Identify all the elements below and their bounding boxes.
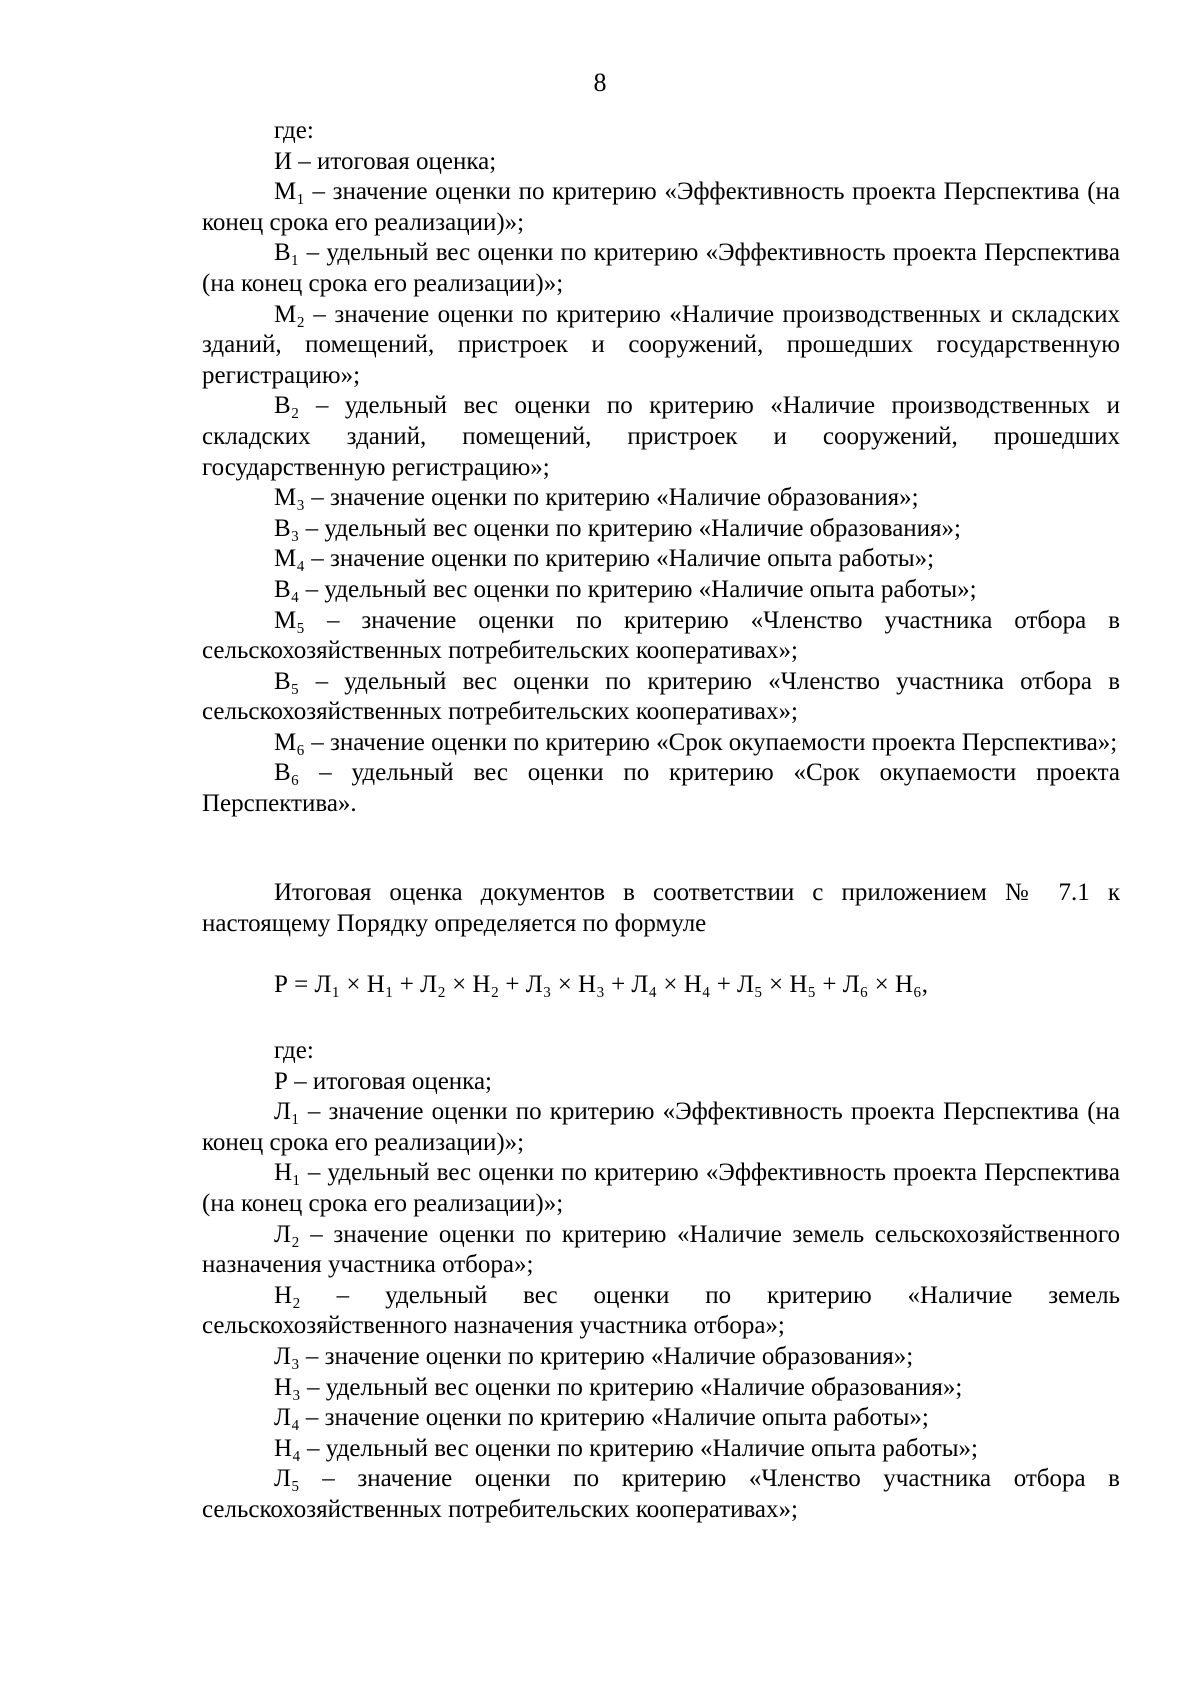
formula: Р = Л₁ × Н₁ + Л₂ × Н₂ + Л₃ × Н₃ + Л₄ × Н₄ + Л₅ × Н₅ + Л₆ × Н₆, <box>274 971 928 998</box>
definition-item: Л₁ – значение оценки по критерию «Эффективность проекта Перспектива (на конец срока его реализации)»; <box>202 1098 1120 1156</box>
definition-item: Л₅ – значение оценки по критерию «Членство участника отбора в сельскохозяйственных потребительских кооперативах»; <box>202 1465 1120 1523</box>
definition-item: Р – итоговая оценка; <box>274 1067 492 1095</box>
page-number: 8 <box>593 68 607 97</box>
formula-intro-text: Итоговая оценка документов в соответствии с приложением № 7.1 к настоящему Порядку определяется по формуле <box>202 879 1120 937</box>
definition-item: В₁ – удельный вес оценки по критерию «Эффективность проекта Перспектива (на конец срока его реализации)»; <box>202 239 1120 297</box>
definition-item: Л₂ – значение оценки по критерию «Наличие земель сельскохозяйственного назначения участника отбора»; <box>202 1220 1120 1279</box>
where-label: где: <box>274 117 314 144</box>
definition-item: М₆ – значение оценки по критерию «Срок окупаемости проекта Перспектива»; <box>274 728 1118 756</box>
definition-item: Н₃ – удельный вес оценки по критерию «Наличие образования»; <box>274 1373 963 1401</box>
definition-item: Л₃ – значение оценки по критерию «Наличие образования»; <box>274 1342 914 1370</box>
definition-item: В₄ – удельный вес оценки по критерию «Наличие опыта работы»; <box>274 575 977 603</box>
definition-item: Н₄ – удельный вес оценки по критерию «Наличие опыта работы»; <box>274 1434 978 1462</box>
definition-item: М₅ – значение оценки по критерию «Членство участника отбора в сельскохозяйственных потребительских кооперативах»; <box>202 606 1120 665</box>
definitions-list-2 <box>202 1036 1120 1526</box>
definition-item: М₂ – значение оценки по критерию «Наличие производственных и складских зданий, помещений, пристроек и сооружений, прошедших государственную регистрацию»; <box>202 300 1120 389</box>
definition-item: М₃ – значение оценки по критерию «Наличие образования»; <box>274 484 919 512</box>
definition-item: М₁ – значение оценки по критерию «Эффективность проекта Перспектива (на конец срока его реализации)»; <box>202 178 1120 236</box>
formula-intro <box>202 878 1120 939</box>
definitions-list-1 <box>202 116 1120 820</box>
definition-item: И – итоговая оценка; <box>274 147 497 175</box>
definition-item: Н₂ – удельный вес оценки по критерию «Наличие земель сельскохозяйственного назначения участника отбора»; <box>202 1281 1120 1340</box>
definition-item: В₂ – удельный вес оценки по критерию «Наличие производственных и складских зданий, помещений, пристроек и сооружений, прошедших государственную регистрацию»; <box>202 392 1120 481</box>
where-label: где: <box>274 1037 314 1064</box>
definition-item: М₄ – значение оценки по критерию «Наличие опыта работы»; <box>274 545 935 573</box>
definition-item: В₃ – удельный вес оценки по критерию «Наличие образования»; <box>274 514 961 542</box>
definition-item: В₅ – удельный вес оценки по критерию «Членство участника отбора в сельскохозяйственных потребительских кооперативах»; <box>202 667 1120 726</box>
definition-item: Л₄ – значение оценки по критерию «Наличие опыта работы»; <box>274 1404 929 1432</box>
definition-item: Н₁ – удельный вес оценки по критерию «Эффективность проекта Перспектива (на конец срока его реализации)»; <box>202 1159 1120 1217</box>
definition-item: В₆ – удельный вес оценки по критерию «Срок окупаемости проекта Перспектива». <box>202 759 1120 818</box>
